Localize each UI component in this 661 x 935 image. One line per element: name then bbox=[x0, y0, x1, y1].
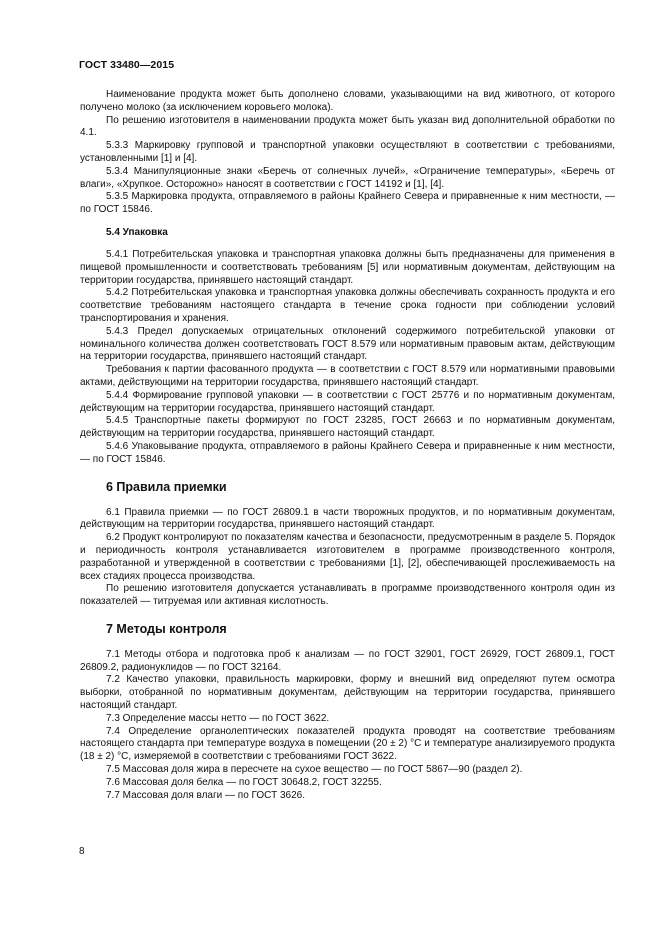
section-heading: 7 Методы контроля bbox=[106, 621, 227, 636]
paragraph: 7.5 Массовая доля жира в пересчете на сухое вещество — по ГОСТ 5867—90 (раздел 2). bbox=[106, 764, 523, 776]
paragraph: 5.3.4 Манипуляционные знаки «Беречь от солнечных лучей», «Ограничение температуры», «Беречь от влаги», «Хрупкое. Осторожно» наносят в соответствии с ГОСТ 14192 и [1], [4]. bbox=[80, 165, 615, 190]
paragraph: Требования к партии фасованного продукта — в соответствии с ГОСТ 8.579 или нормативными правовыми актами, действующими на территории государства, принявшего настоящий стандарт. bbox=[80, 364, 615, 388]
paragraph: 5.3.3 Маркировку групповой и транспортной упаковки осуществляют в соответствии с требованиями, установленными [1] и [4]. bbox=[80, 140, 615, 164]
paragraph: 7.1 Методы отбора и подготовка проб к анализам — по ГОСТ 32901, ГОСТ 26929, ГОСТ 26809.1, ГОСТ 26809.2, радионуклидов — по ГОСТ 32164. bbox=[80, 648, 615, 673]
paragraph: 6.2 Продукт контролируют по показателям качества и безопасности, предусмотренным в разделе 5. Порядок и периодичность контроля устанавливается изготовителем в программе производственного контроля, разработанной и утвержденной в соответствии с требованиями [1], [2], обеспечивающей прослеживаемость на всех стадиях процесса производства. bbox=[80, 532, 615, 582]
paragraph: Наименование продукта может быть дополнено словами, указывающими на вид животного, от которого получено молоко (за исключением коровьего молока). bbox=[80, 89, 615, 113]
document-body bbox=[80, 89, 615, 802]
paragraph: 7.3 Определение массы нетто — по ГОСТ 3622. bbox=[106, 712, 330, 724]
paragraph: 5.4.2 Потребительская упаковка и транспортная упаковка должны обеспечивать сохранность продукта и его соответствие требованиям настоящего стандарта в течение срока годности при соблюдении условий транспортирования и хранения. bbox=[80, 287, 615, 324]
paragraph: 5.4.6 Упаковывание продукта, отправляемого в районы Крайнего Севера и приравненные к ним местности, — по ГОСТ 15846. bbox=[80, 440, 615, 465]
subsection-heading: 5.4 Упаковка bbox=[106, 226, 168, 238]
paragraph: 5.4.3 Предел допускаемых отрицательных отклонений содержимого потребительской упаковки от номинального количества должен соответствовать ГОСТ 8.579 или нормативным правовым актам, действующим на территории государства, принявшего настоящий стандарт. bbox=[80, 325, 615, 363]
paragraph: По решению изготовителя допускается устанавливать в программе производственного контроля один из показателей — титруемая или активная кислотность. bbox=[80, 583, 615, 608]
paragraph: 5.4.1 Потребительская упаковка и транспортная упаковка должны быть предназначены для применения в пищевой промышленности и соответствовать требованиям [5] или нормативным документам, действующим на территории государства, принявшего настоящий стандарт. bbox=[80, 248, 615, 286]
paragraph: 7.6 Массовая доля белка — по ГОСТ 30648.2, ГОСТ 32255. bbox=[106, 776, 382, 788]
section-heading: 6 Правила приемки bbox=[106, 479, 227, 494]
document-header-code: ГОСТ 33480—2015 bbox=[79, 59, 175, 71]
paragraph: 5.4.5 Транспортные пакеты формируют по ГОСТ 23285, ГОСТ 26663 и по нормативным документам, действующим на территории государства, принявшего настоящий стандарт. bbox=[80, 415, 615, 440]
paragraph: 7.4 Определение органолептических показателей продукта проводят на соответствие требованиям настоящего стандарта при температуре воздуха в помещении (20 ± 2) °С и температуре анализируемого продукта (18 ± 2) °С, измеряемой в соответствии с требованиями ГОСТ 3622. bbox=[80, 725, 615, 763]
page-number: 8 bbox=[79, 846, 85, 857]
paragraph: 5.4.4 Формирование групповой упаковки — в соответствии с ГОСТ 25776 и по нормативным документам, действующим на территории государства, принявшего настоящий стандарт. bbox=[80, 389, 615, 414]
paragraph: 5.3.5 Маркировка продукта, отправляемого в районы Крайнего Севера и приравненные к ним местности, — по ГОСТ 15846. bbox=[80, 191, 615, 216]
paragraph: 7.2 Качество упаковки, правильность маркировки, форму и внешний вид определяют путем осмотра выборки, отобранной по нормативным документам, действующим на территории государства, принявшего настоящий стандарт. bbox=[80, 674, 615, 712]
paragraph: По решению изготовителя в наименовании продукта может быть указан вид дополнительной обработки по 4.1. bbox=[80, 114, 615, 139]
paragraph: 7.7 Массовая доля влаги — по ГОСТ 3626. bbox=[106, 789, 305, 801]
paragraph: 6.1 Правила приемки — по ГОСТ 26809.1 в части творожных продуктов, и по нормативным документам, действующим на территории государства, принявшего настоящий стандарт. bbox=[80, 506, 615, 531]
